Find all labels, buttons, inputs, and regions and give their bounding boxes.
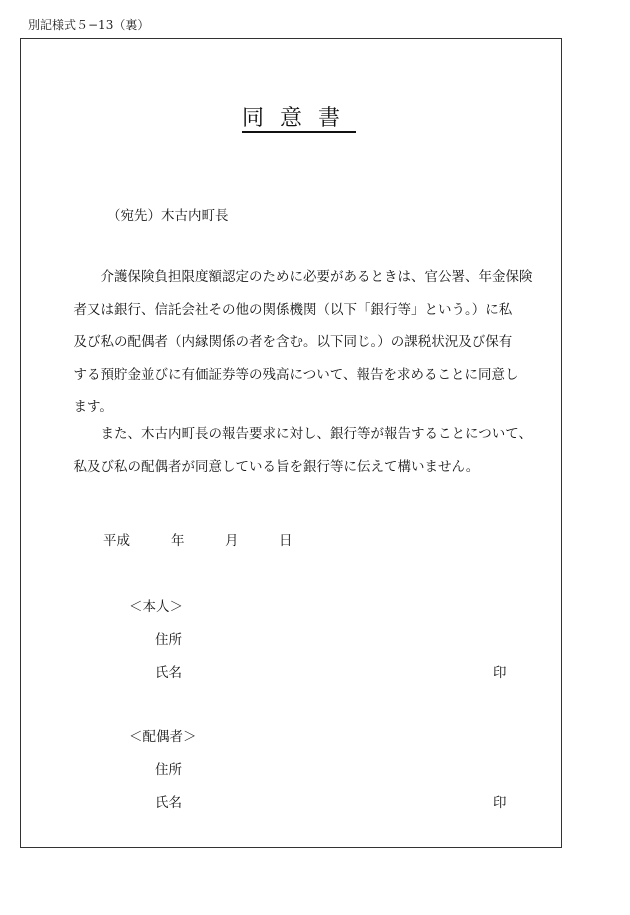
date-day-label: 日: [279, 533, 293, 549]
paragraph2-line-1: また、木古内町長の報告要求に対し、銀行等が報告することについて、: [100, 425, 532, 442]
date-month-label: 月: [225, 533, 239, 549]
principal-heading: ＜本人＞: [129, 599, 183, 615]
spouse-heading: ＜配偶者＞: [129, 729, 197, 745]
spouse-seal-mark: 印: [493, 795, 507, 811]
consent-body: [73, 261, 539, 483]
principal-name-label: 氏名: [155, 665, 182, 681]
paragraph1-line-1: 介護保険負担限度額認定のために必要があるときは、官公署、年金保険: [100, 269, 533, 285]
paragraph1-line-4: する預貯金並びに有価証券等の残高について、報告を求めることに同意し: [73, 366, 519, 383]
paragraph2-line-2: 私及び私の配偶者が同意している旨を銀行等に伝えて構いません。: [73, 458, 480, 475]
document-title: [21, 101, 561, 132]
date-year-label: 年: [171, 533, 185, 549]
paragraph1-line-5: ます。: [73, 399, 113, 416]
consent-form-frame: [20, 38, 562, 848]
consent-paragraph-1: [73, 261, 539, 424]
paragraph1-line-2: 者又は銀行、信託会社その他の関係機関（以下「銀行等」という。）に私: [73, 301, 513, 318]
document-title-text: 同意書: [241, 106, 356, 131]
spouse-name-label: 氏名: [155, 795, 182, 811]
paragraph1-line-3: 及び私の配偶者（内縁関係の者を含む。以下同じ。）の課税状況及び保有: [73, 334, 513, 351]
principal-seal-mark: 印: [493, 665, 507, 681]
principal-address-label: 住所: [155, 632, 182, 648]
spouse-address-label: 住所: [155, 762, 182, 778]
addressee: （宛先）木古内町長: [107, 208, 229, 224]
form-number: 別記様式５−13（裏）: [28, 18, 150, 32]
consent-paragraph-2: [73, 418, 539, 483]
date-era: 平成: [103, 533, 130, 549]
